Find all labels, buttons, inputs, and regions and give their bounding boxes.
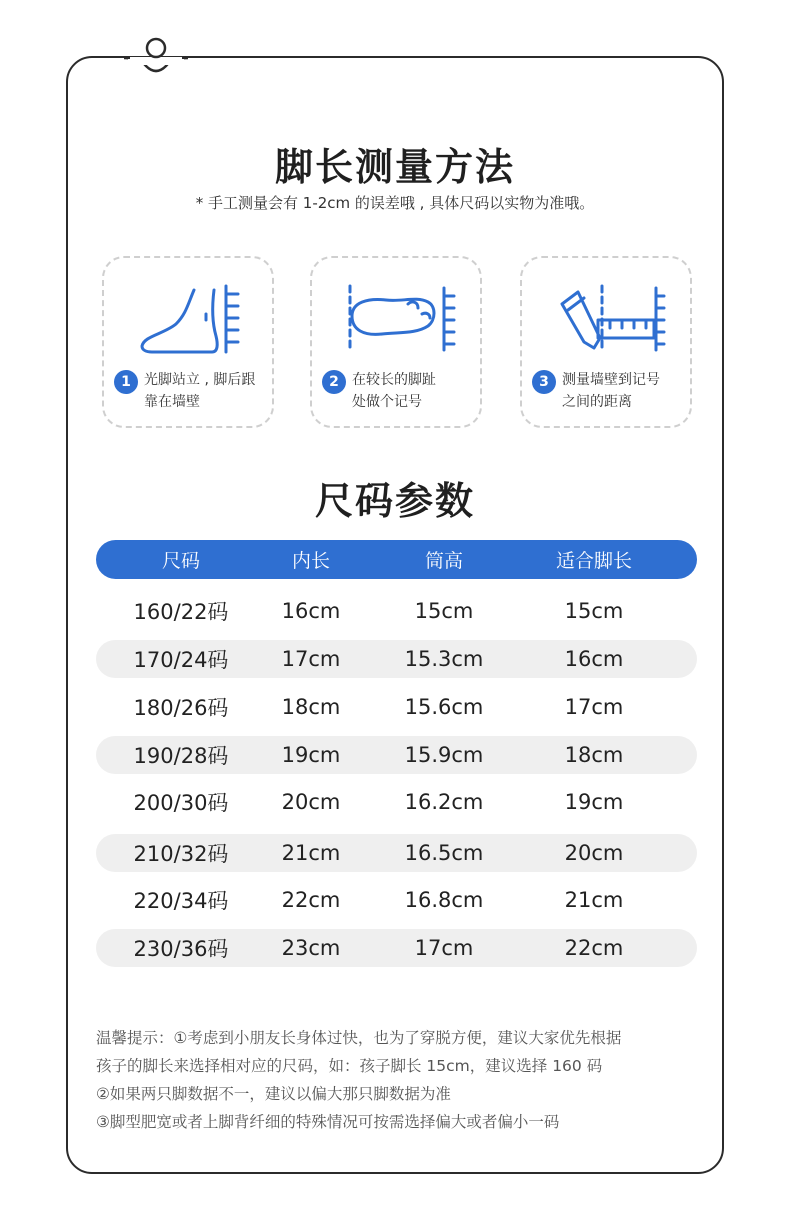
table-title: 尺码参数	[314, 479, 475, 523]
table-row: 230/36码 23cm 17cm 22cm	[96, 929, 697, 967]
table-row: 180/26码 18cm 15.6cm 17cm	[133, 695, 624, 720]
step-card-3	[520, 256, 692, 428]
step-text: 光脚站立 , 脚后跟 靠在墙壁	[144, 372, 256, 410]
table-row: 170/24码 17cm 15.3cm 16cm	[96, 640, 697, 678]
step-card-2	[310, 256, 482, 428]
step-number: 3	[532, 370, 556, 394]
step-number: 2	[322, 370, 346, 394]
header-inner-length: 内长	[291, 550, 330, 572]
pencil-ruler-icon	[548, 280, 668, 356]
hanger-hole-icon	[120, 30, 192, 78]
step-text: 测量墙壁到记号 之间的距离	[562, 372, 660, 410]
header-shaft-height: 筒高	[424, 550, 463, 572]
note-line: ②如果两只脚数据不一，建议以偏大那只脚数据为准	[96, 1085, 451, 1103]
header-size: 尺码	[161, 550, 200, 572]
step-text: 在较长的脚趾 处做个记号	[352, 372, 436, 410]
table-header	[96, 540, 697, 579]
tips-notes	[96, 1024, 716, 1136]
step-number: 1	[114, 370, 138, 394]
table-row: 160/22码 16cm 15cm 15cm	[133, 599, 624, 624]
foot-top-icon	[338, 280, 458, 356]
foot-side-icon	[130, 280, 250, 356]
note-line: 温馨提示：①考虑到小朋友长身体过快，也为了穿脱方便，建议大家优先根据	[96, 1029, 622, 1047]
note-line: 孩子的脚长来选择相对应的尺码，如：孩子脚长 15cm，建议选择 160 码	[96, 1057, 603, 1075]
step-card-1	[102, 256, 274, 428]
note-line: ③脚型肥宽或者上脚背纤细的特殊情况可按需选择偏大或者偏小一码	[96, 1113, 560, 1131]
page-subtitle: * 手工测量会有 1-2cm 的误差哦 , 具体尺码以实物为准哦。	[195, 194, 595, 212]
table-row: 200/30码 20cm 16.2cm 19cm	[133, 790, 624, 815]
page-title: 脚长测量方法	[274, 145, 515, 189]
table-row: 190/28码 19cm 15.9cm 18cm	[96, 736, 697, 774]
header-foot-length: 适合脚长	[555, 550, 632, 572]
table-row: 210/32码 21cm 16.5cm 20cm	[96, 834, 697, 872]
table-row: 220/34码 22cm 16.8cm 21cm	[133, 888, 624, 913]
